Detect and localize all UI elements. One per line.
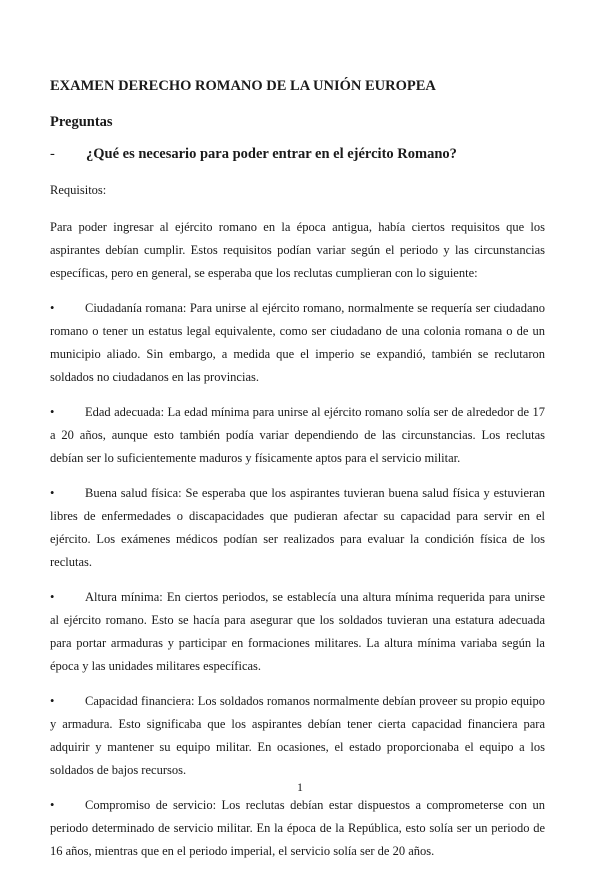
list-item-text: Buena salud física: Se esperaba que los aspirantes tuvieran buena salud física y estuvieran libres de enfermedades o discapacidades que pudieran afectar su capacidad para servir en el ejército. Los exámenes médicos podían ser realizados para evaluar la condición física de los reclutas. — [50, 486, 545, 569]
list-item — [50, 482, 545, 574]
list-item-text: Altura mínima: En ciertos periodos, se establecía una altura mínima requerida para unirse al ejército romano. Esto se hacía para asegurar que los soldados tuvieran una estatura adecuada para portar armaduras y participar en formaciones militares. La altura mínima variaba según la época y las unidades militares específicas. — [50, 590, 545, 673]
bullet-mark: • — [50, 798, 55, 812]
list-item — [50, 690, 545, 782]
list-item — [50, 297, 545, 389]
document-title: EXAMEN DERECHO ROMANO DE LA UNIÓN EUROPEA — [50, 78, 436, 94]
bullet-mark: • — [50, 301, 55, 315]
bullet-mark: • — [50, 590, 55, 604]
list-item — [50, 586, 545, 678]
list-item-text: Edad adecuada: La edad mínima para unirse al ejército romano solía ser de alrededor de 17 a 20 años, aunque esto también podía variar dependiendo de las circunstancias. Los reclutas debían ser lo suficientemente maduros y físicamente aptos para el servicio militar. — [50, 405, 545, 465]
bullet-mark: • — [50, 694, 55, 708]
bullet-mark: • — [50, 486, 55, 500]
list-item-text: Ciudadanía romana: Para unirse al ejército romano, normalmente se requería ser ciudadano romano o tener un estatus legal equivalente, como ser ciudadano de una colonia romana o de un municipio aliado. Sin embargo, a medida que el imperio se expandió, también se reclutaron soldados no ciudadanos en las provincias. — [50, 301, 545, 384]
intro-paragraph: Para poder ingresar al ejército romano en la época antigua, había ciertos requisitos que los aspirantes debían cumplir. Estos requisitos podían variar según el periodo y las circunstancias específicas, pero en general, se esperaba que los reclutas cumplieran con lo siguiente: — [50, 220, 545, 280]
question-bullet: - — [50, 146, 55, 162]
list-item — [50, 794, 545, 863]
list-item-text: Capacidad financiera: Los soldados romanos normalmente debían proveer su propio equipo y armadura. Esto significaba que los aspirantes debían tener cierta capacidad financiera para adquirir y mantener su equipo militar. En ocasiones, el estado proporcionaba el equipo a los soldados de bajos recursos. — [50, 694, 545, 777]
document-body — [50, 78, 545, 875]
section-heading: Preguntas — [50, 114, 113, 130]
list-item — [50, 401, 545, 470]
list-item-text: Compromiso de servicio: Los reclutas debían estar dispuestos a comprometerse con un periodo determinado de servicio militar. En la época de la República, esto solía ser un periodo de 16 años, mientras que en el periodo imperial, el servicio solía ser de 20 años. — [50, 798, 545, 858]
requirements-label: Requisitos: — [50, 183, 107, 197]
question — [50, 146, 545, 163]
page-number: 1 — [297, 780, 303, 794]
bullet-mark: • — [50, 405, 55, 419]
question-text: ¿Qué es necesario para poder entrar en el ejército Romano? — [86, 146, 457, 162]
